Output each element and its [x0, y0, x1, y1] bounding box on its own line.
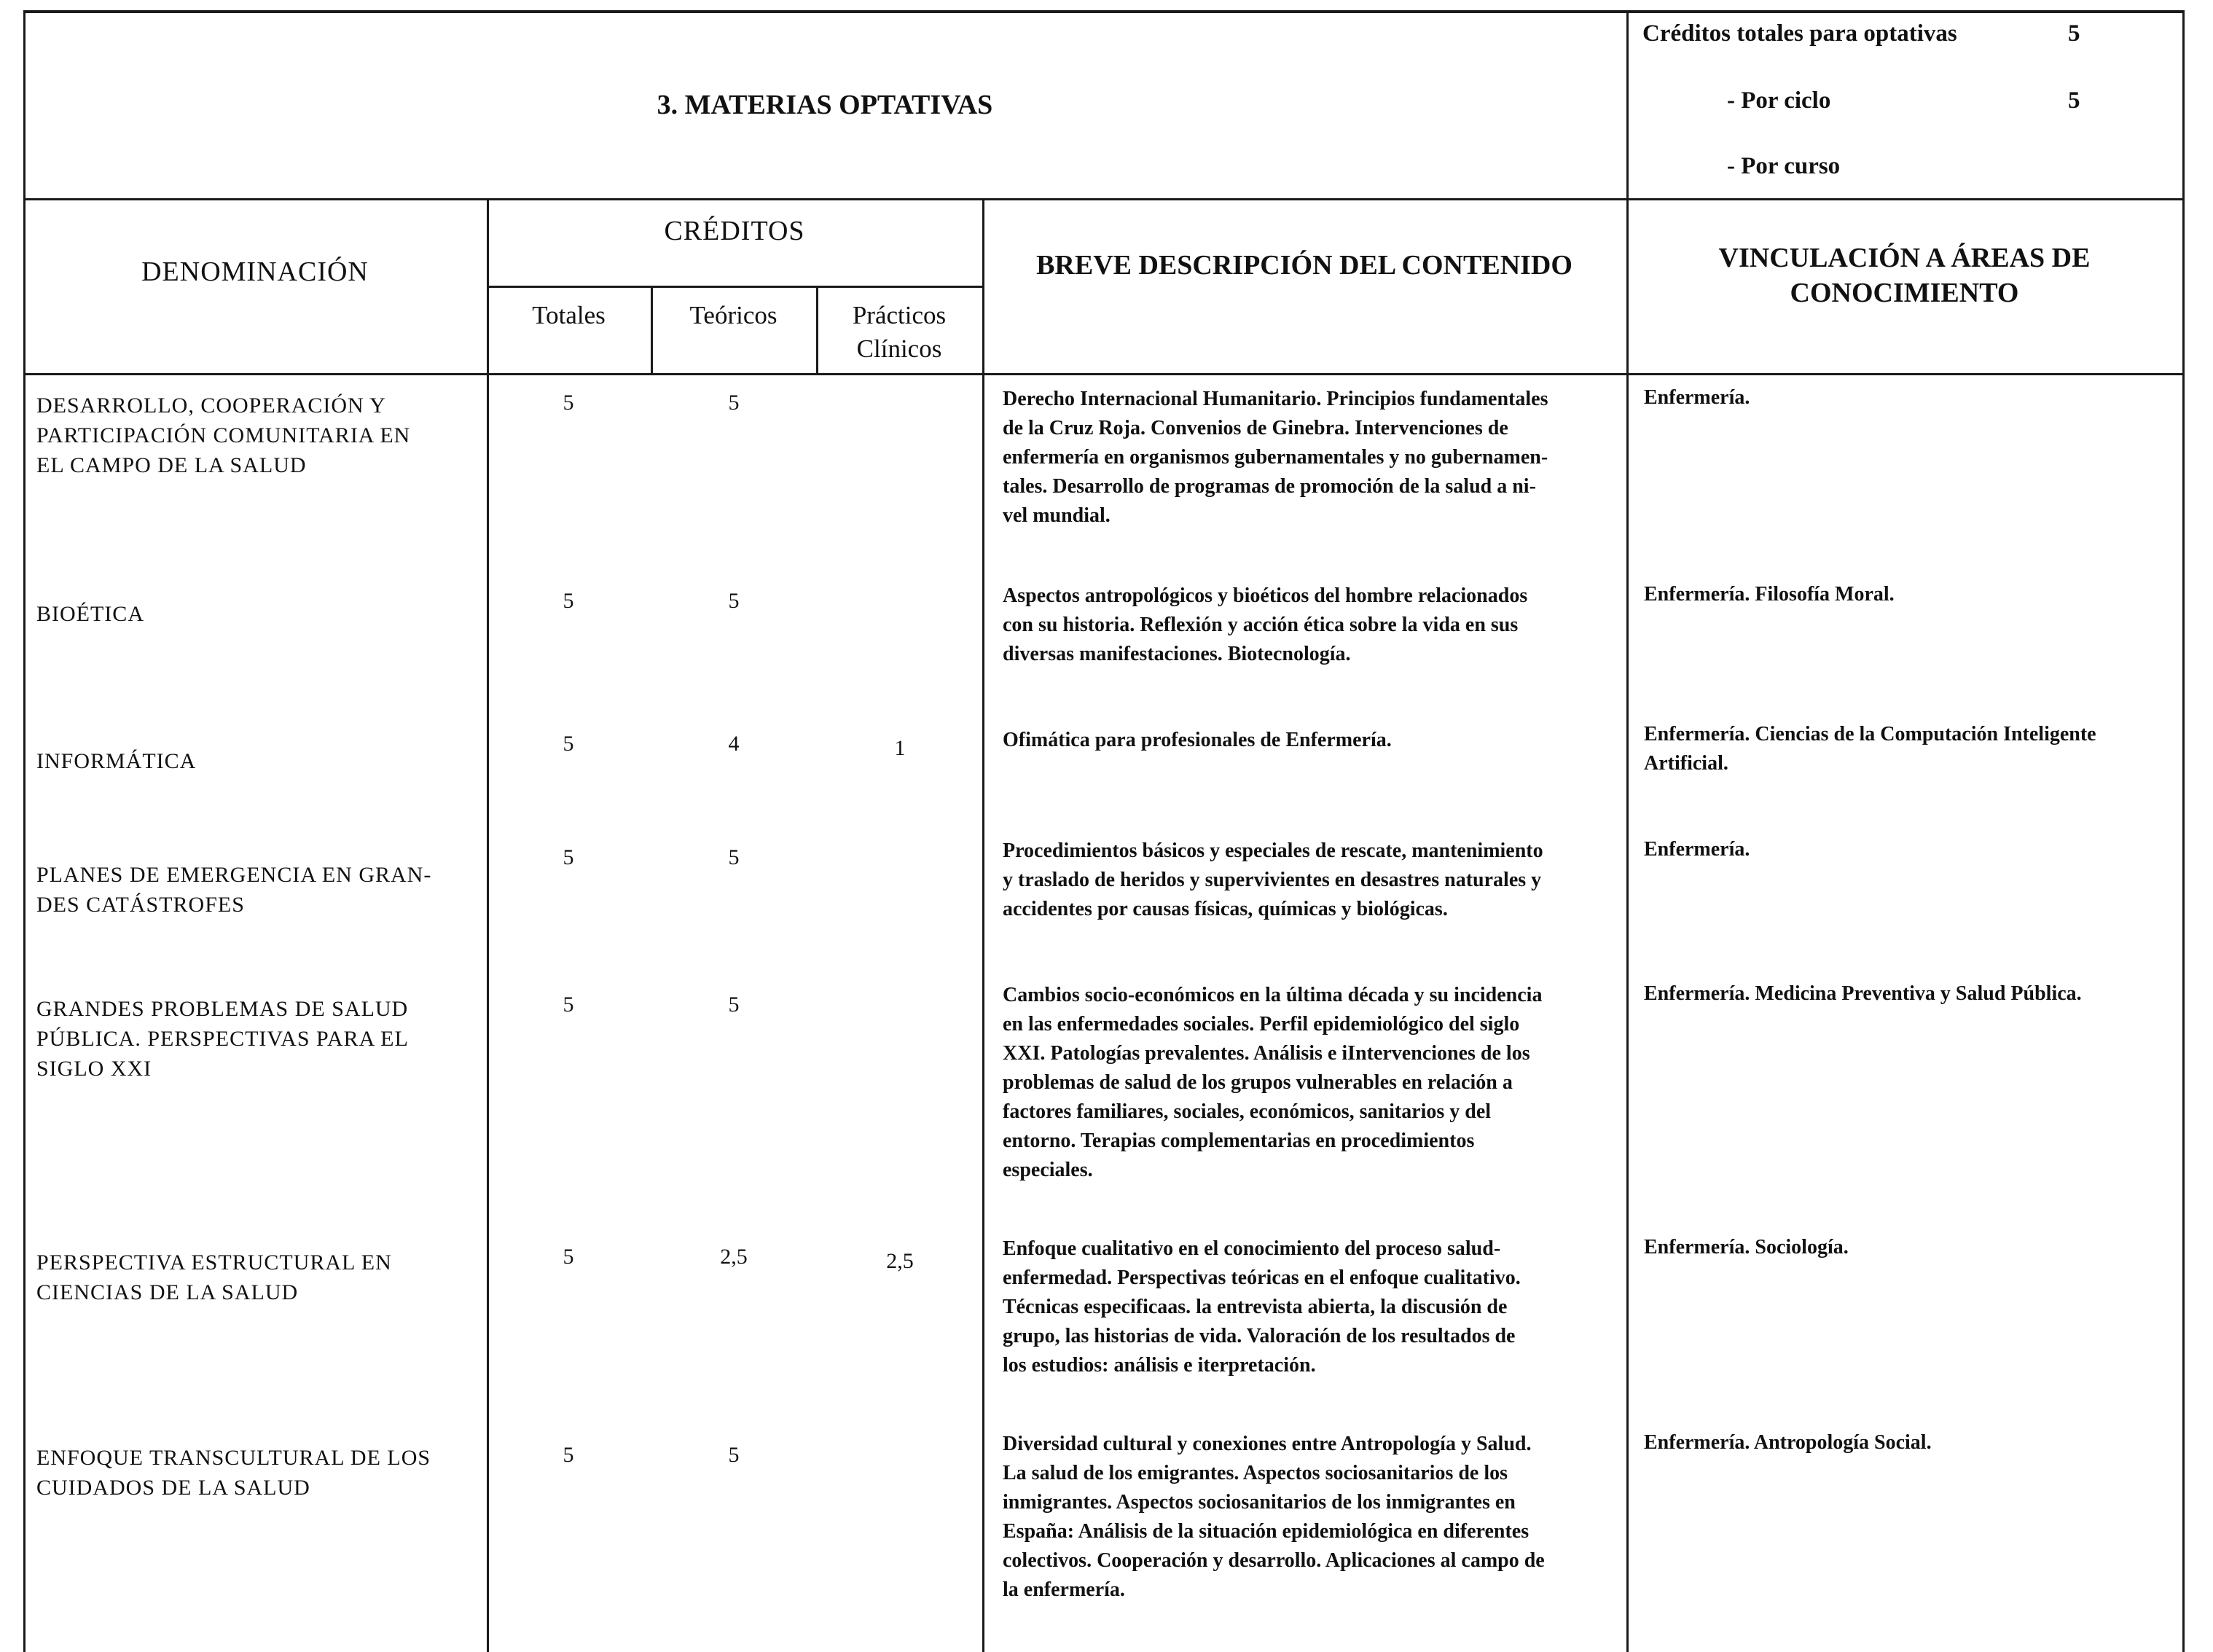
descripcion-line: enfermería en organismos gubernamentales y no gubernamen- [1003, 446, 1548, 469]
row-teoricos: 5 [728, 993, 740, 1017]
row-teoricos: 4 [728, 732, 740, 756]
descripcion-line: en las enfermedades sociales. Perfil epidemiológico del siglo [1003, 1013, 1520, 1036]
por-curso-label: - Por curso [1727, 153, 1841, 179]
row-practicos: 2,5 [886, 1249, 914, 1273]
row-totales: 5 [563, 993, 574, 1017]
descripcion-line: Enfoque cualitativo en el conocimiento del proceso salud- [1003, 1237, 1501, 1260]
row-vinculacion [1644, 383, 2176, 412]
row-practicos: 1 [894, 736, 906, 760]
vinculacion-line: Enfermería. Antropología Social. [1644, 1431, 1932, 1454]
por-ciclo-value: 5 [2068, 87, 2080, 114]
row-denominacion [36, 860, 481, 920]
descripcion-line: problemas de salud de los grupos vulnerables en relación a [1003, 1071, 1513, 1094]
descripcion-line: colectivos. Cooperación y desarrollo. Aplicaciones al campo de [1003, 1549, 1545, 1572]
descripcion-line: grupo, las historias de vida. Valoración de los resultados de [1003, 1325, 1516, 1347]
row-descripcion [1003, 726, 1622, 755]
descripcion-line: Técnicas especificaas. la entrevista abierta, la discusión de [1003, 1296, 1508, 1318]
row-vinculacion [1644, 580, 2176, 609]
descripcion-line: entorno. Terapias complementarias en procedimientos [1003, 1130, 1475, 1152]
row-vinculacion [1644, 1233, 2176, 1262]
row-descripcion [1003, 582, 1622, 669]
col-divider-descripcion [1626, 198, 1629, 1652]
vinculacion-line: Enfermería. Ciencias de la Computación Inteligente [1644, 723, 2096, 745]
column-header-denominacion: DENOMINACIÓN [141, 257, 369, 287]
denominacion-line: ENFOQUE TRANSCULTURAL DE LOS [36, 1446, 431, 1470]
row-denominacion [36, 1443, 481, 1503]
descripcion-line: accidentes por causas físicas, químicas y biológicas. [1003, 898, 1448, 920]
denominacion-line: PERSPECTIVA ESTRUCTURAL EN [36, 1250, 392, 1275]
row-descripcion [1003, 1234, 1622, 1380]
column-header-practicos-line2: Clínicos [856, 334, 942, 363]
descripcion-line: La salud de los emigrantes. Aspectos sociosanitarios de los [1003, 1462, 1508, 1484]
descripcion-line: Diversidad cultural y conexiones entre Antropología y Salud. [1003, 1433, 1532, 1455]
row-descripcion [1003, 981, 1622, 1185]
column-header-creditos: CRÉDITOS [664, 216, 805, 246]
row-denominacion [36, 391, 481, 480]
descripcion-line: con su historia. Reflexión y acción ética sobre la vida en sus [1003, 614, 1519, 636]
col-divider-denominacion [487, 198, 489, 1652]
descripcion-line: Ofimática para profesionales de Enfermería. [1003, 729, 1392, 751]
row-descripcion [1003, 837, 1622, 924]
descripcion-line: vel mundial. [1003, 504, 1111, 527]
descripcion-line: los estudios: análisis e iterpretación. [1003, 1354, 1316, 1377]
row-vinculacion [1644, 979, 2176, 1009]
row-totales: 5 [563, 1245, 574, 1269]
vinculacion-line: Enfermería. Sociología. [1644, 1236, 1849, 1258]
row-teoricos: 5 [728, 589, 740, 613]
creditos-sub-border [487, 286, 982, 288]
descripcion-line: Cambios socio-económicos en la última década y su incidencia [1003, 984, 1543, 1006]
denominacion-line: INFORMÁTICA [36, 749, 197, 773]
descripcion-line: enfermedad. Perspectivas teóricas en el enfoque cualitativo. [1003, 1267, 1521, 1289]
row-denominacion [36, 994, 481, 1084]
column-header-totales: Totales [532, 301, 606, 329]
descripcion-line: especiales. [1003, 1159, 1093, 1181]
page-title: 3. MATERIAS OPTATIVAS [657, 90, 993, 120]
denominacion-line: DESARROLLO, COOPERACIÓN Y [36, 394, 386, 418]
header-bottom-border [23, 198, 2185, 200]
descripcion-line: y traslado de heridos y supervivientes en desastres naturales y [1003, 869, 1542, 891]
column-header-practicos-line1: Prácticos [852, 301, 947, 329]
descripcion-line: la enfermería. [1003, 1578, 1125, 1601]
descripcion-line: inmigrantes. Aspectos sociosanitarios de los inmigrantes en [1003, 1491, 1516, 1514]
row-descripcion [1003, 385, 1622, 531]
row-totales: 5 [563, 845, 574, 869]
row-totales: 5 [563, 1443, 574, 1467]
por-ciclo-label: - Por ciclo [1727, 87, 1831, 114]
descripcion-line: Aspectos antropológicos y bioéticos del hombre relacionados [1003, 584, 1528, 607]
row-teoricos: 5 [728, 1443, 740, 1467]
row-teoricos: 2,5 [720, 1245, 748, 1269]
descripcion-line: diversas manifestaciones. Biotecnología. [1003, 643, 1351, 665]
row-denominacion [36, 746, 481, 776]
row-totales: 5 [563, 732, 574, 756]
vinculacion-line: Enfermería. Filosofía Moral. [1644, 583, 1895, 606]
row-vinculacion [1644, 835, 2176, 864]
vinculacion-line: Enfermería. [1644, 838, 1750, 861]
right-border [2182, 10, 2185, 1652]
row-vinculacion [1644, 1428, 2176, 1457]
creditos-totales-value: 5 [2068, 20, 2080, 47]
denominacion-line: GRANDES PROBLEMAS DE SALUD [36, 997, 409, 1021]
row-totales: 5 [563, 589, 574, 613]
descripcion-line: XXI. Patologías prevalentes. Análisis e iIntervenciones de los [1003, 1042, 1530, 1065]
column-header-vinculacion-line1: VINCULACIÓN A ÁREAS DE [1718, 243, 2091, 273]
row-totales: 5 [563, 391, 574, 415]
vinculacion-line: Enfermería. Medicina Preventiva y Salud Pública. [1644, 982, 2082, 1005]
descripcion-line: Derecho Internacional Humanitario. Principios fundamentales [1003, 388, 1548, 410]
denominacion-line: CIENCIAS DE LA SALUD [36, 1280, 299, 1304]
creditos-totales-label: Créditos totales para optativas [1642, 20, 1957, 47]
column-header-bottom-border [23, 373, 2185, 375]
row-teoricos: 5 [728, 845, 740, 869]
column-header-vinculacion [1626, 240, 2182, 310]
col-divider-creditos [982, 198, 984, 1652]
column-header-practicos [816, 299, 982, 366]
denominacion-line: CUIDADOS DE LA SALUD [36, 1476, 310, 1500]
vinculacion-line: Enfermería. [1644, 386, 1750, 409]
row-vinculacion [1644, 720, 2176, 778]
denominacion-line: PARTICIPACIÓN COMUNITARIA EN [36, 423, 411, 447]
row-descripcion [1003, 1430, 1622, 1605]
row-denominacion [36, 1248, 481, 1307]
top-border [23, 10, 2185, 13]
descripcion-line: factores familiares, sociales, económicos, sanitarios y del [1003, 1100, 1492, 1123]
column-header-teoricos: Teóricos [689, 301, 778, 329]
denominacion-line: BIOÉTICA [36, 602, 144, 626]
descripcion-line: Procedimientos básicos y especiales de rescate, mantenimiento [1003, 839, 1543, 862]
row-teoricos: 5 [728, 391, 740, 415]
denominacion-line: DES CATÁSTROFES [36, 893, 245, 917]
descripcion-line: tales. Desarrollo de programas de promoción de la salud a ni- [1003, 475, 1536, 498]
descripcion-line: España: Análisis de la situación epidemiológica en diferentes [1003, 1520, 1529, 1543]
row-denominacion [36, 599, 481, 629]
column-header-vinculacion-line2: CONOCIMIENTO [1790, 278, 2019, 308]
denominacion-line: SIGLO XXI [36, 1057, 152, 1081]
denominacion-line: EL CAMPO DE LA SALUD [36, 453, 307, 477]
descripcion-line: de la Cruz Roja. Convenios de Ginebra. Intervenciones de [1003, 417, 1508, 439]
header-divider [1626, 10, 1629, 200]
vinculacion-line: Artificial. [1644, 752, 1728, 775]
column-header-descripcion: BREVE DESCRIPCIÓN DEL CONTENIDO [1036, 250, 1572, 281]
denominacion-line: PÚBLICA. PERSPECTIVAS PARA EL [36, 1027, 409, 1051]
denominacion-line: PLANES DE EMERGENCIA EN GRAN- [36, 863, 432, 887]
